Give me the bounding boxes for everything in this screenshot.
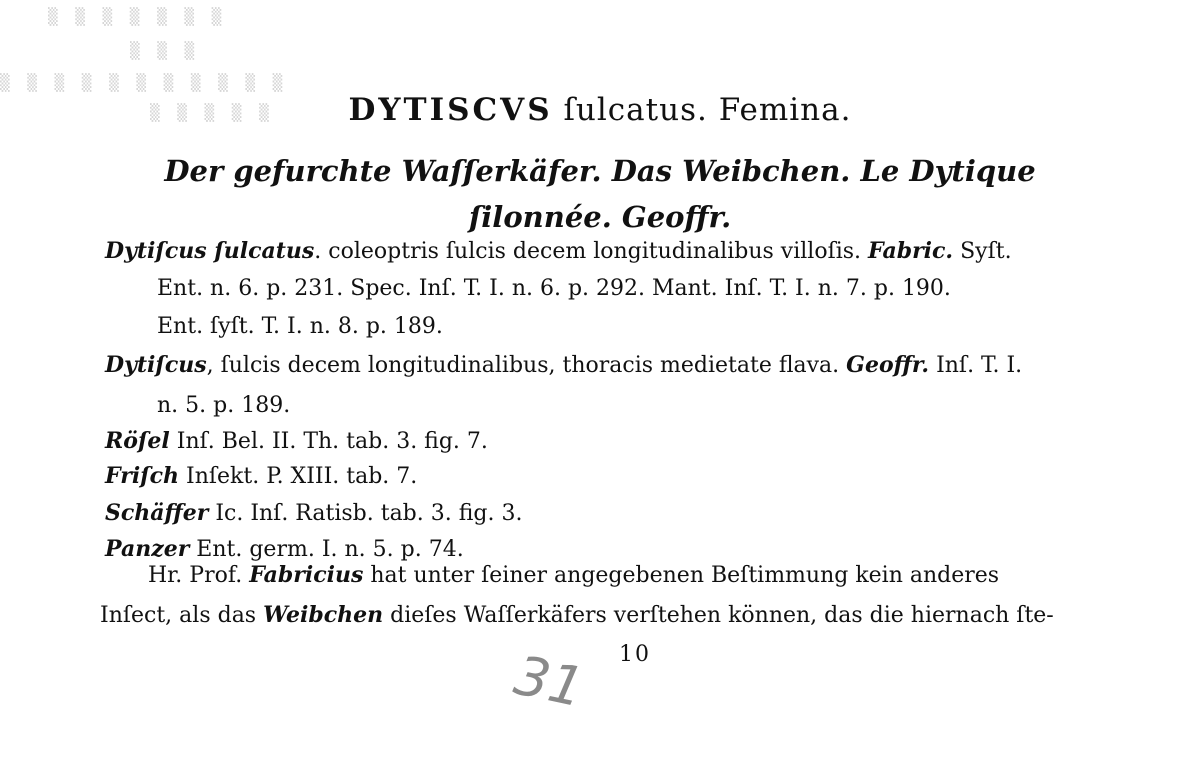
reference-tail: Inſ. T. I. [936,353,1023,378]
reference-line [105,536,464,562]
reference-author: Friſch [105,463,180,489]
page-number: 10 [619,642,651,667]
reference-line [105,352,1022,378]
subtitle-line-2: ſilonnée. Geoffr. [468,200,732,234]
reference-text: Ic. Inſ. Ratisb. tab. 3. fig. 3. [208,501,523,526]
title-species: ſulcatus. [563,92,708,128]
reference-author-2: Geoffr. [846,352,930,378]
reference-tail: Syſt. [960,239,1012,264]
body-paragraph-line-2 [100,602,1080,628]
library-stamp-watermark: ▒ ▒ ▒ ▒ ▒ ▒ ▒ ▒ ▒ ▒ ▒ ▒ ▒ ▒ ▒ ▒ ▒ ▒ ▒ ▒ ▒ ▒ ▒ ▒ ▒ ▒ [0,7,287,122]
body-text: Inſect, als das [100,603,264,628]
reference-line [105,428,488,454]
reference-author: Panzer [105,536,190,562]
title-genus: DYTISCVS [348,92,553,128]
subtitle-line-1: Der gefurchte Waſſerkäfer. Das Weibchen. Le Dytique [164,154,1036,188]
reference-continuation: n. 5. p. 189. [157,393,291,418]
reference-line [105,500,522,526]
subtitle [120,148,1080,240]
reference-author: Schäffer [105,500,209,526]
reference-author: Dytiſcus ſulcatus [105,238,315,264]
reference-text: , ſulcis decem longitudinalibus, thoracis medietate flava. [206,353,840,378]
body-name-italic: Weibchen [263,602,384,628]
reference-author-2: Fabric. [868,238,954,264]
body-name-italic: Fabricius [249,562,364,588]
body-text: dieſes Waſſerkäfers verſtehen können, das die hiernach ſte- [383,603,1054,628]
reference-text: Ent. germ. I. n. 5. p. 74. [189,537,464,562]
body-text: Hr. Prof. [148,563,250,588]
reference-line [105,238,1012,264]
reference-continuation: Ent. ſyſt. T. I. n. 8. p. 189. [157,314,443,339]
reference-text: Inſ. Bel. II. Th. tab. 3. fig. 7. [169,429,488,454]
reference-text: . coleoptris ſulcis decem longitudinalibus villoſis. [314,239,862,264]
title-sex: Femina. [718,92,852,128]
reference-author: Röſel [105,428,170,454]
reference-author: Dytiſcus [105,352,207,378]
reference-line [105,463,417,489]
handwritten-page-number: 31 [509,643,590,720]
body-paragraph-line-1 [148,562,1128,588]
reference-continuation: Ent. n. 6. p. 231. Spec. Inſ. T. I. n. 6. p. 292. Mant. Inſ. T. I. n. 7. p. 190. [157,276,951,301]
body-text: hat unter ſeiner angegebenen Beſtimmung kein anderes [363,563,1000,588]
page-title [0,92,1200,128]
reference-text: Inſekt. P. XIII. tab. 7. [179,464,418,489]
